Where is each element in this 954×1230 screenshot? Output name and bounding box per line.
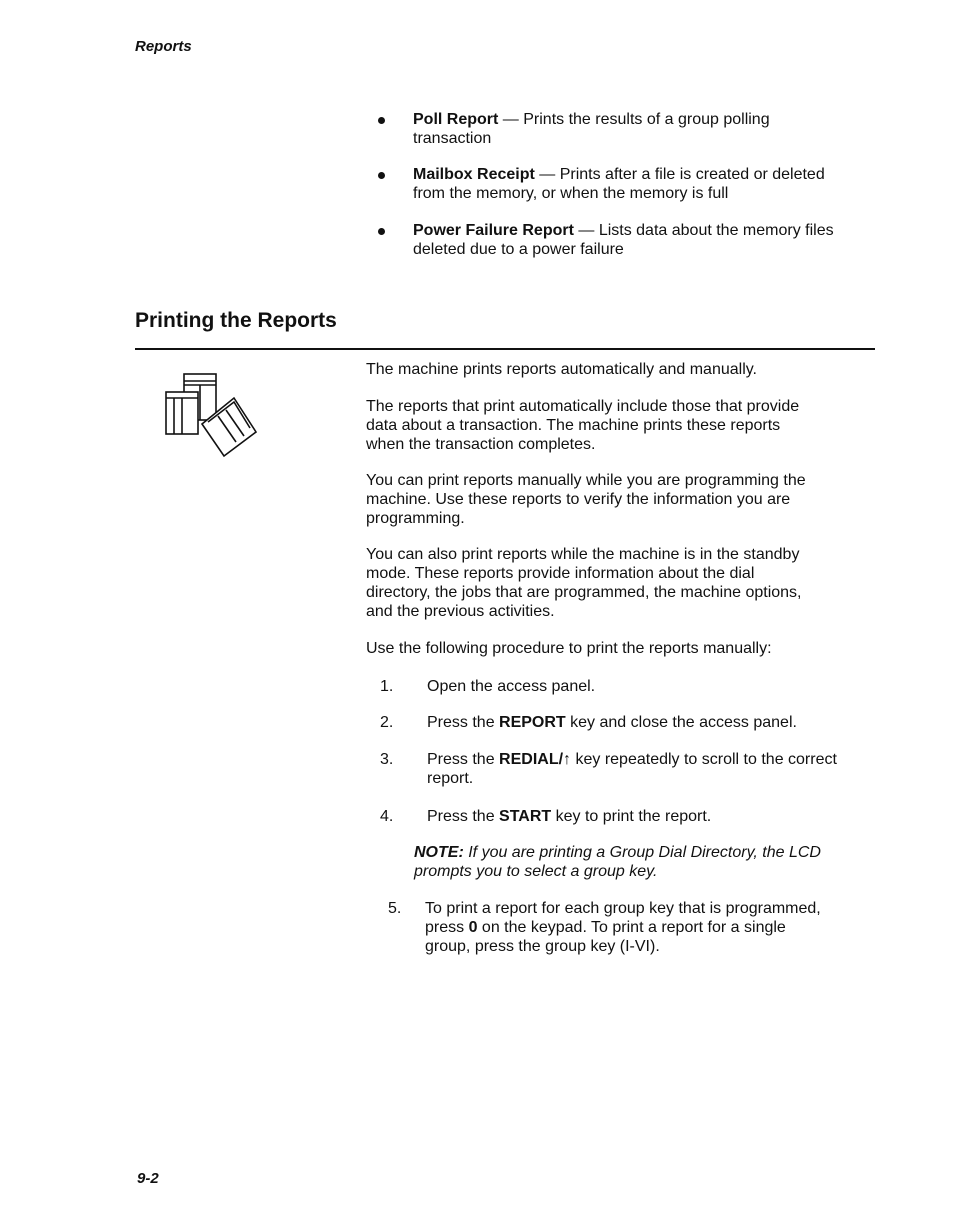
bullet-description: Prints after a file is created or deleted (559, 166, 825, 183)
step-number: 2. (380, 714, 394, 731)
key-name: REPORT (499, 714, 566, 731)
page-number: 9-2 (137, 1170, 159, 1187)
key-name: START (499, 808, 552, 825)
bullet-description: Lists data about the memory files (598, 222, 834, 239)
note-label: NOTE: (414, 844, 464, 861)
bullet-dot (378, 172, 385, 179)
section-rule (135, 348, 875, 350)
paragraph-intro: The machine prints reports automatically and manually. (366, 361, 757, 378)
bullet-description: Prints the results of a group polling (523, 111, 770, 128)
bullet-dot (378, 228, 385, 235)
bullet-term: Poll Report (413, 111, 499, 128)
step-text: To print a report for each group key that is programmed, press 0 on the keypad. To print a report for a single group, press the group key (I-VI). (425, 900, 821, 955)
step-text: Open the access panel. (427, 678, 596, 695)
running-head: Reports (135, 38, 192, 55)
step-number: 4. (380, 808, 394, 825)
paragraph-manual-reports: You can print reports manually while you are programming the machine. Use these reports to verify the information you are programming. (366, 472, 806, 527)
step-text: Press the REDIAL/↑ key repeatedly to scroll to the correct report. (427, 751, 837, 787)
note: NOTE: If you are printing a Group Dial Directory, the LCD prompts you to select a group key. (414, 844, 821, 880)
section-title: Printing the Reports (135, 309, 337, 332)
bullet-term: Power Failure Report (413, 222, 574, 239)
key-name: REDIAL/↑ (499, 751, 572, 768)
paragraph-standby-reports: You can also print reports while the machine is in the standby mode. These reports provide information about the dial directory, the jobs that are programmed, the machine options, and the previous activities. (366, 546, 802, 620)
bullet-term: Mailbox Receipt (413, 166, 535, 183)
step-text: Press the REPORT key and close the access panel. (427, 714, 797, 731)
step-number: 1. (380, 678, 394, 695)
step-number: 5. (388, 900, 402, 917)
reports-icon (162, 372, 258, 460)
key-name: 0 (468, 919, 478, 936)
bullet-dot (378, 117, 385, 124)
paragraph-procedure-intro: Use the following procedure to print the reports manually: (366, 640, 772, 657)
step-number: 3. (380, 751, 394, 768)
paragraph-automatic-reports: The reports that print automatically include those that provide data about a transaction. The machine prints these reports when the transaction completes. (366, 398, 800, 453)
step-text: Press the START key to print the report. (427, 808, 712, 825)
